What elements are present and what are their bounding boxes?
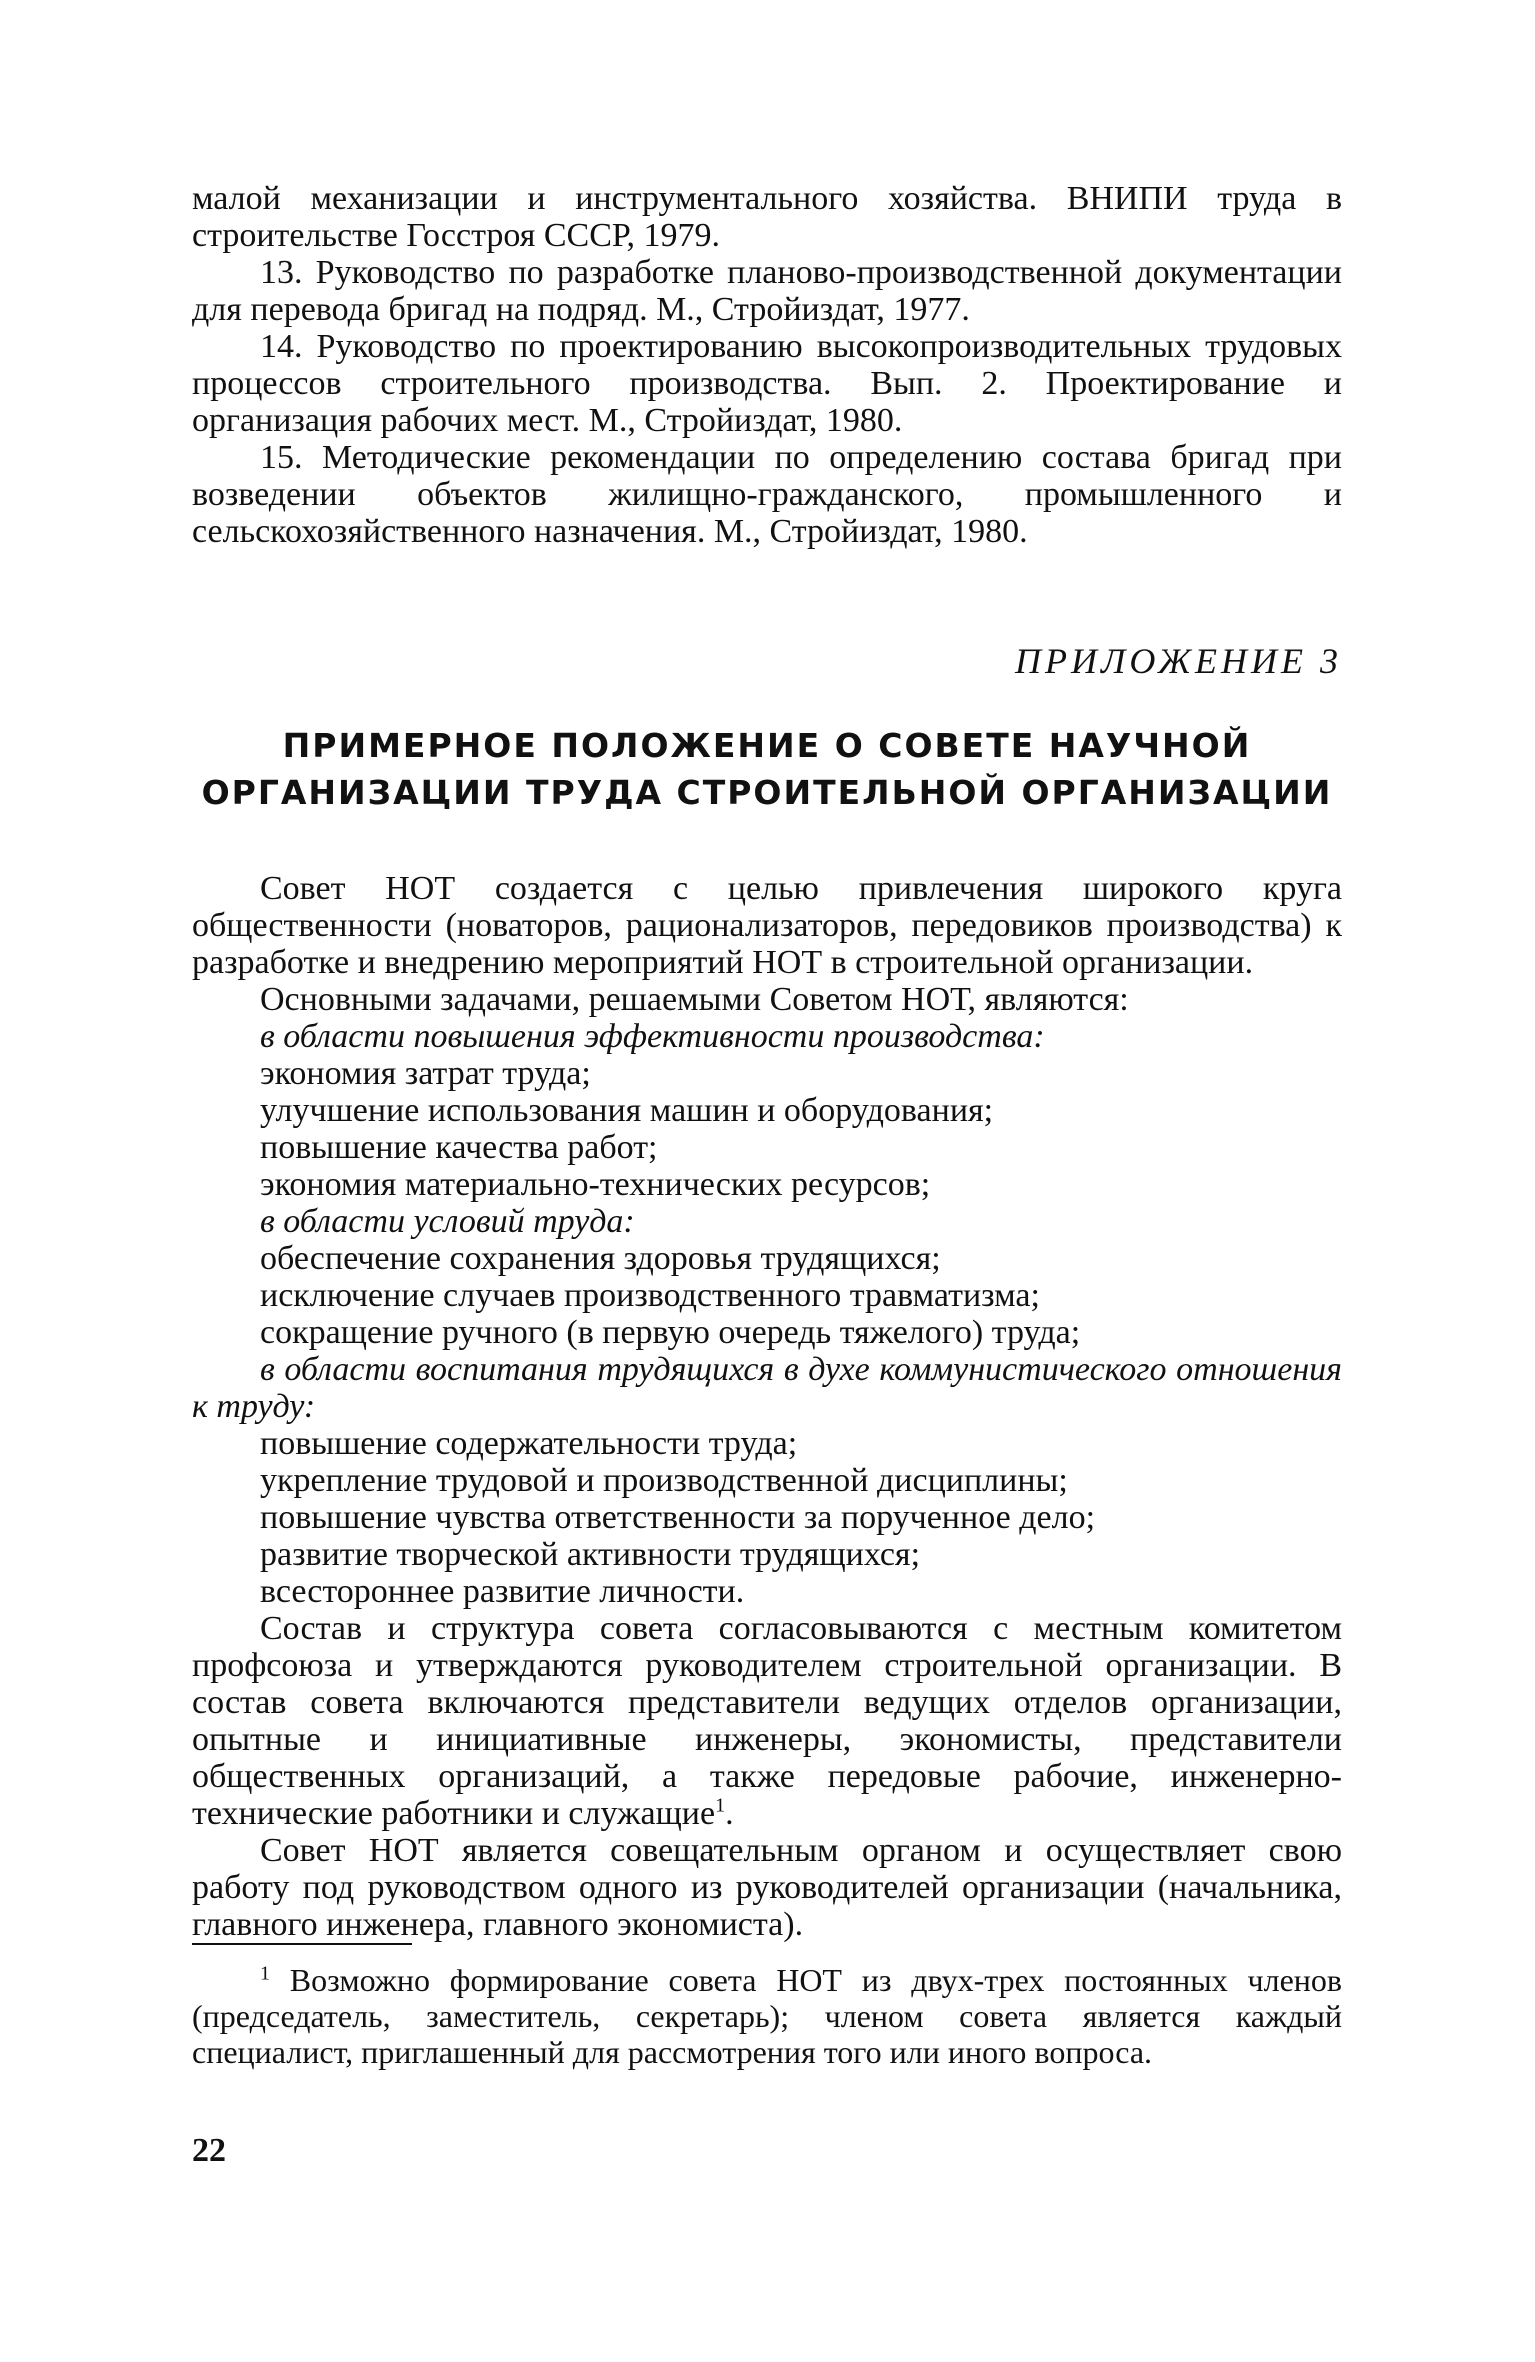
footnote-text: Возможно формирование совета НОТ из двух-трех постоянных членов (председатель, заместитель, секретарь); членом совета является каждый специалист, приглашенный для рассмотрения того или иного вопроса. — [192, 1962, 1343, 2070]
tasks-heading: Основными задачами, решаемыми Советом НОТ, являются: — [260, 981, 1129, 1018]
footnote — [192, 1962, 1342, 2070]
composition-end: . — [725, 1795, 734, 1832]
list-item: экономия затрат труда; — [260, 1055, 591, 1092]
area-heading: в области повышения эффективности производства: — [260, 1018, 1045, 1055]
list-item: повышение качества работ; — [260, 1129, 658, 1166]
footnote-number: 1 — [260, 1962, 270, 1985]
list-item: повышение чувства ответственности за порученное дело; — [260, 1499, 1096, 1536]
area-heading: в области воспитания трудящихся в духе коммунистического отношения к труду: — [192, 1351, 1342, 1425]
section-title-line: ПРИМЕРНОЕ ПОЛОЖЕНИЕ О СОВЕТЕ НАУЧНОЙ — [282, 726, 1252, 765]
list-item: укрепление трудовой и производственной дисциплины; — [260, 1462, 1068, 1499]
page-number: 22 — [192, 2132, 226, 2169]
reference-item: 14. Руководство по проектированию высокопроизводительных трудовых процессов строительного производства. Вып. 2. Проектирование и организация рабочих мест. М., Стройиздат, 1980. — [192, 328, 1342, 439]
list-item: развитие творческой активности трудящихся; — [260, 1536, 921, 1573]
reference-item: 13. Руководство по разработке планово-производственной документации для перевода бригад на подряд. М., Стройиздат, 1977. — [192, 254, 1342, 328]
advisory-paragraph: Совет НОТ является совещательным органом и осуществляет свою работу под руководством одного из руководителей организации (начальника, главного инженера, главного экономиста). — [192, 1832, 1342, 1943]
list-item: всестороннее развитие личности. — [260, 1573, 745, 1610]
list-item: обеспечение сохранения здоровья трудящихся; — [260, 1240, 941, 1277]
area-heading: в области условий труда: — [260, 1203, 635, 1240]
references-list — [192, 180, 1342, 550]
reference-item: малой механизации и инструментального хозяйства. ВНИПИ труда в строительстве Госстроя СССР, 1979. — [192, 180, 1342, 254]
appendix-label: ПРИЛОЖЕНИЕ 3 — [1015, 641, 1342, 681]
section-title-line: ОРГАНИЗАЦИИ ТРУДА СТРОИТЕЛЬНОЙ ОРГАНИЗАЦИИ — [201, 773, 1333, 812]
composition-text: Состав и структура совета согласовываются с местным комитетом профсоюза и утверждаются руководителем строительной организации. В состав совета включаются представители ведущих отделов организации, опытные и инициативные инженеры, экономисты, представители общественных организаций, а также передовые рабочие, инженерно-технические работники и служащие — [192, 1610, 1342, 1832]
composition-paragraph — [192, 1610, 1342, 1832]
list-item: повышение содержательности труда; — [260, 1425, 798, 1462]
reference-item: 15. Методические рекомендации по определению состава бригад при возведении объектов жилищно-гражданского, промышленного и сельскохозяйственного назначения. М., Стройиздат, 1980. — [192, 439, 1342, 550]
list-item: улучшение использования машин и оборудования; — [260, 1092, 994, 1129]
list-item: экономия материально-технических ресурсов; — [260, 1166, 931, 1203]
footnote-marker: 1 — [715, 1794, 726, 1817]
list-item: исключение случаев производственного травматизма; — [260, 1277, 1040, 1314]
intro-paragraph: Совет НОТ создается с целью привлечения широкого круга общественности (новаторов, рационализаторов, передовиков производства) к разработке и внедрению мероприятий НОТ в строительной организации. — [192, 870, 1342, 981]
body-text — [192, 870, 1342, 1943]
list-item: сокращение ручного (в первую очередь тяжелого) труда; — [260, 1314, 1081, 1351]
section-title — [192, 722, 1342, 816]
footnote-divider — [192, 1943, 412, 1945]
